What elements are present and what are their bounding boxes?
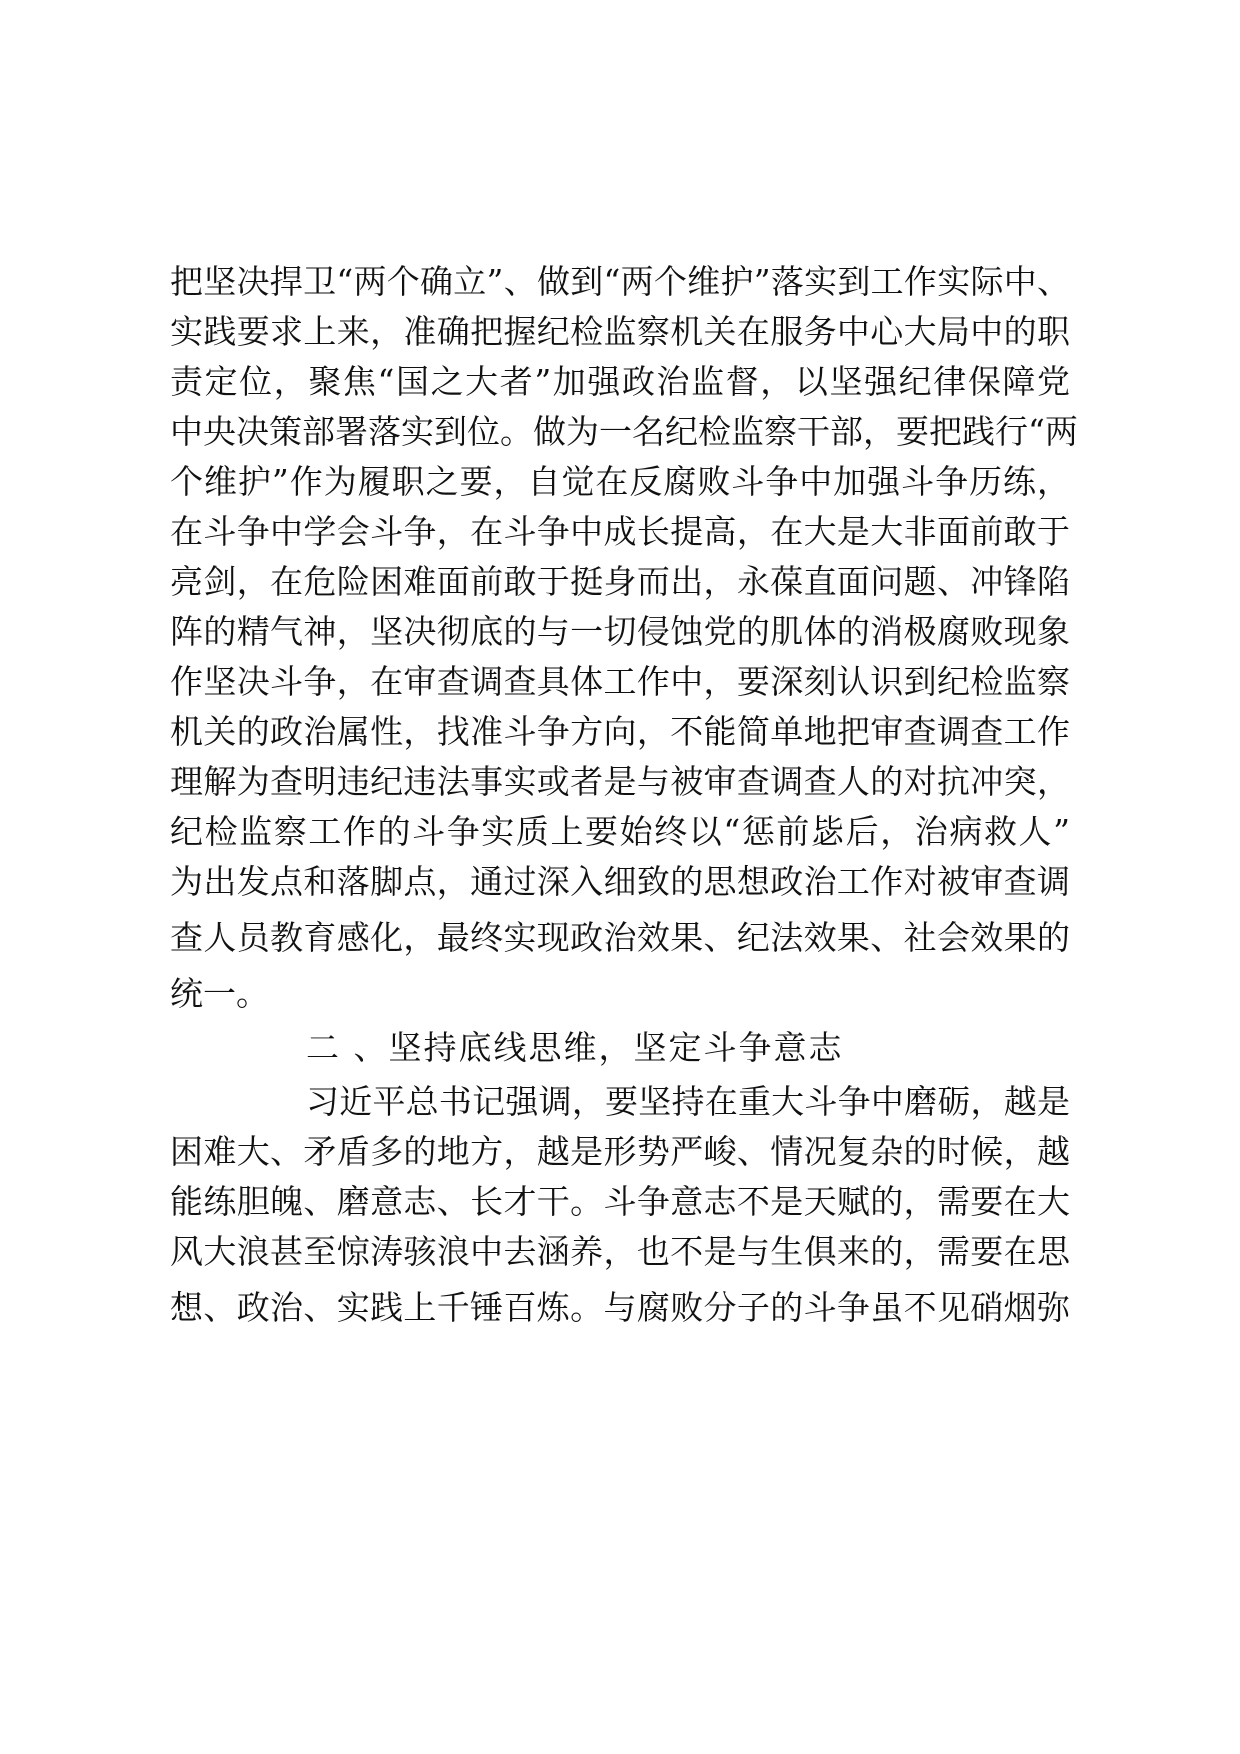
paragraph-2-line-5: 想、政治、实践上千锤百炼。与腐败分子的斗争虽不见硝烟弥 <box>170 1288 1070 1327</box>
paragraph-2-line-4: 风大浪甚至惊涛骇浪中去涵养，也不是与生俱来的，需要在思 <box>170 1232 1070 1271</box>
paragraph-1-line-15: 统一。 <box>170 974 269 1013</box>
paragraph-1-line-6: 在斗争中学会斗争，在斗争中成长提高，在大是大非面前敢于 <box>170 512 1070 551</box>
paragraph-2-line-2: 困难大、矛盾多的地方，越是形势严峻、情况复杂的时候，越 <box>170 1132 1070 1171</box>
paragraph-1-line-11: 理解为查明违纪违法事实或者是与被审查调查人的对抗冲突， <box>170 762 1070 801</box>
paragraph-1-line-4: 中央决策部署落实到位。做为一名纪检监察干部，要把践行“两 <box>170 412 1078 451</box>
paragraph-2-line-1: 习近平总书记强调，要坚持在重大斗争中磨砺，越是 <box>306 1082 1070 1121</box>
paragraph-1-line-8: 阵的精气神，坚决彻底的与一切侵蚀党的肌体的消极腐败现象 <box>170 612 1070 651</box>
paragraph-1-line-2: 实践要求上来，准确把握纪检监察机关在服务中心大局中的职 <box>170 312 1070 351</box>
paragraph-1-line-13: 为出发点和落脚点，通过深入细致的思想政治工作对被审查调 <box>170 862 1070 901</box>
section-heading: 二 、坚持底线思维，坚定斗争意志 <box>306 1028 844 1067</box>
paragraph-1-line-14: 查人员教育感化，最终实现政治效果、纪法效果、社会效果的 <box>170 918 1070 957</box>
paragraph-1-line-9: 作坚决斗争，在审查调查具体工作中，要深刻认识到纪检监察 <box>170 662 1070 701</box>
paragraph-1-line-3: 责定位，聚焦“国之大者”加强政治监督，以坚强纪律保障党 <box>170 362 1070 401</box>
paragraph-1-line-12: 纪检监察工作的斗争实质上要始终以“惩前毖后，治病救人” <box>170 812 1070 851</box>
paragraph-1-line-10: 机关的政治属性，找准斗争方向，不能简单地把审查调查工作 <box>170 712 1070 751</box>
paragraph-1-line-1: 把坚决捍卫“两个确立”、做到“两个维护”落实到工作实际中、 <box>170 262 1070 301</box>
paragraph-2-line-3: 能练胆魄、磨意志、长才干。斗争意志不是天赋的，需要在大 <box>170 1182 1070 1221</box>
paragraph-1-line-5: 个维护”作为履职之要，自觉在反腐败斗争中加强斗争历练， <box>170 462 1070 501</box>
paragraph-1-line-7: 亮剑，在危险困难面前敢于挺身而出，永葆直面问题、冲锋陷 <box>170 562 1070 601</box>
